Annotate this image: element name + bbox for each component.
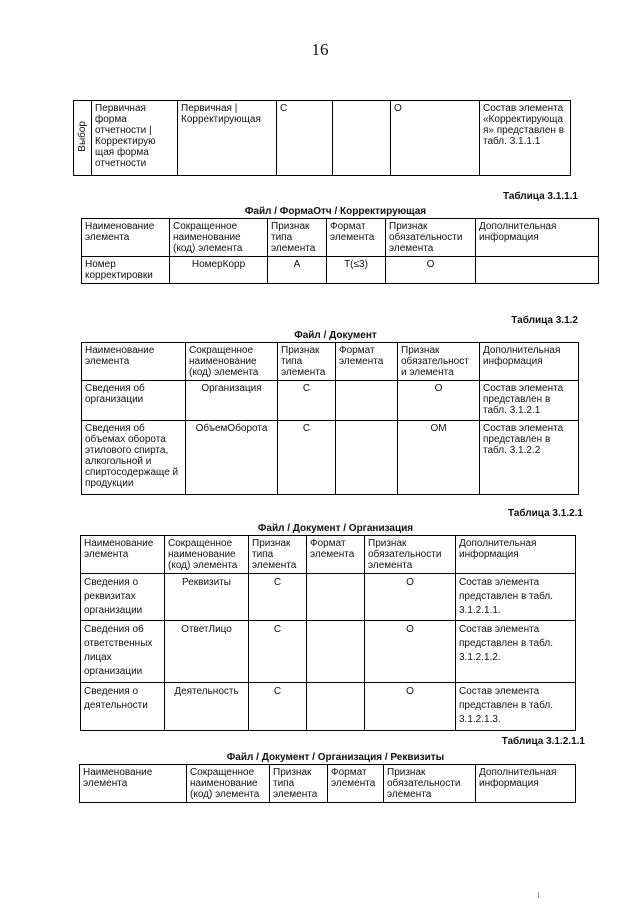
table-3-1-2-1 — [80, 535, 576, 731]
table-cell: О — [365, 574, 456, 621]
header-cell: Признак типа элемента — [249, 536, 307, 574]
table-cell — [74, 101, 92, 176]
table-row — [74, 101, 571, 176]
table-row — [82, 381, 579, 421]
header-cell: Наименование элемента — [80, 765, 187, 803]
header-cell: Признак обязательности элемента — [365, 536, 456, 574]
table-cell: Состав элемента представлен в табл. 3.1.2.2 — [480, 421, 579, 495]
table-id: Таблица 3.1.2 — [511, 315, 578, 326]
table-cell: С — [278, 421, 336, 495]
header-cell: Сокращенное наименование (код) элемента — [165, 536, 249, 574]
table-cell: Организация — [186, 381, 278, 421]
table-title: Файл / ФормаОтч / Корректирующая — [244, 206, 427, 217]
header-cell: Признак типа элемента — [278, 343, 336, 381]
continuation-table — [73, 100, 571, 176]
header-cell: Формат элемента — [307, 536, 365, 574]
header-cell: Признак обязательност и элемента — [398, 343, 480, 381]
header-cell: Дополнительная информация — [476, 219, 599, 257]
header-cell: Наименование элемента — [82, 219, 170, 257]
table-cell: А — [268, 257, 327, 284]
header-cell: Дополнительная информация — [476, 765, 576, 803]
header-cell: Признак обязательности элемента — [384, 765, 476, 803]
header-cell: Признак типа элемента — [270, 765, 328, 803]
table-3-1-1-1 — [81, 218, 599, 284]
table-cell: ОМ — [398, 421, 480, 495]
table-cell: Сведения об организации — [82, 381, 186, 421]
table-row — [82, 257, 599, 284]
header-cell: Дополнительная информация — [480, 343, 579, 381]
table-cell — [307, 574, 365, 621]
header-cell: Формат элемента — [328, 765, 384, 803]
table-id: Таблица 3.1.2.1.1 — [501, 736, 585, 747]
header-cell: Дополнительная информация — [456, 536, 576, 574]
table-cell: О — [365, 621, 456, 683]
table-cell: С — [277, 101, 333, 176]
table-cell: Сведения об ответственных лицах организации — [81, 621, 165, 683]
table-cell: Номер корректировки — [82, 257, 170, 284]
table-cell: Реквизиты — [165, 574, 249, 621]
header-cell: Наименование элемента — [82, 343, 186, 381]
header-cell: Формат элемента — [336, 343, 398, 381]
table-cell — [307, 621, 365, 683]
table-row — [82, 421, 579, 495]
header-cell: Формат элемента — [327, 219, 386, 257]
table-cell: Состав элемента представлен в табл. 3.1.2.1 — [480, 381, 579, 421]
table-title: Файл / Документ / Организация / Реквизиты — [226, 752, 445, 763]
page-number: 16 — [311, 40, 329, 59]
table-cell: Состав элемента представлен в табл. 3.1.2.1.1. — [456, 574, 576, 621]
table-cell: О — [391, 101, 480, 176]
header-cell: Признак обязательности элемента — [386, 219, 476, 257]
header-cell: Признак типа элемента — [268, 219, 327, 257]
table-row — [81, 574, 576, 621]
table-cell: Сведения о реквизитах организации — [81, 574, 165, 621]
table-cell — [476, 257, 599, 284]
table-3-1-2-1-1 — [79, 764, 576, 803]
header-cell: Наименование элемента — [81, 536, 165, 574]
table-id: Таблица 3.1.1.1 — [502, 191, 578, 202]
table-cell: Состав элемента представлен в табл. 3.1.2.1.2. — [456, 621, 576, 683]
table-cell — [336, 381, 398, 421]
table-cell: ОтветЛицо — [165, 621, 249, 683]
header-cell: Сокращенное наименование (код) элемента — [170, 219, 268, 257]
table-cell: С — [249, 574, 307, 621]
table-id: Таблица 3.1.2.1 — [507, 508, 583, 519]
table-row — [81, 621, 576, 683]
table-cell: Состав элемента представлен в табл. 3.1.2.1.3. — [456, 683, 576, 731]
header-cell: Сокращенное наименование (код) элемента — [186, 343, 278, 381]
table-header-row — [80, 765, 576, 803]
table-header-row — [82, 219, 599, 257]
table-cell: НомерКорр — [170, 257, 268, 284]
table-cell: О — [398, 381, 480, 421]
scan-mark — [538, 892, 539, 898]
table-cell: О — [365, 683, 456, 731]
table-cell: Первичная форма отчетности | Корректирую щая форма отчетности — [92, 101, 178, 176]
table-cell: Сведения об объемах оборота этилового спирта, алкогольной и спиртосодержаще й продукции — [82, 421, 186, 495]
table-title: Файл / Документ — [294, 330, 377, 341]
table-cell: ОбъемОборота — [186, 421, 278, 495]
table-cell: С — [249, 683, 307, 731]
table-3-1-2 — [81, 342, 579, 495]
table-row — [81, 683, 576, 731]
table-cell: Первичная | Корректирующая — [178, 101, 277, 176]
table-header-row — [82, 343, 579, 381]
table-cell: Деятельность — [165, 683, 249, 731]
table-cell: С — [278, 381, 336, 421]
table-title: Файл / Документ / Организация — [257, 523, 414, 534]
table-cell — [333, 101, 391, 176]
table-cell — [336, 421, 398, 495]
table-cell: О — [386, 257, 476, 284]
table-cell: T(≤3) — [327, 257, 386, 284]
header-cell: Сокращенное наименование (код) элемента — [187, 765, 270, 803]
vertical-label: Выбор — [77, 121, 88, 152]
table-cell — [307, 683, 365, 731]
table-header-row — [81, 536, 576, 574]
table-cell: С — [249, 621, 307, 683]
table-cell: Состав элемента «Корректирующа я» представлен в табл. 3.1.1.1 — [480, 101, 571, 176]
table-cell: Сведения о деятельности — [81, 683, 165, 731]
